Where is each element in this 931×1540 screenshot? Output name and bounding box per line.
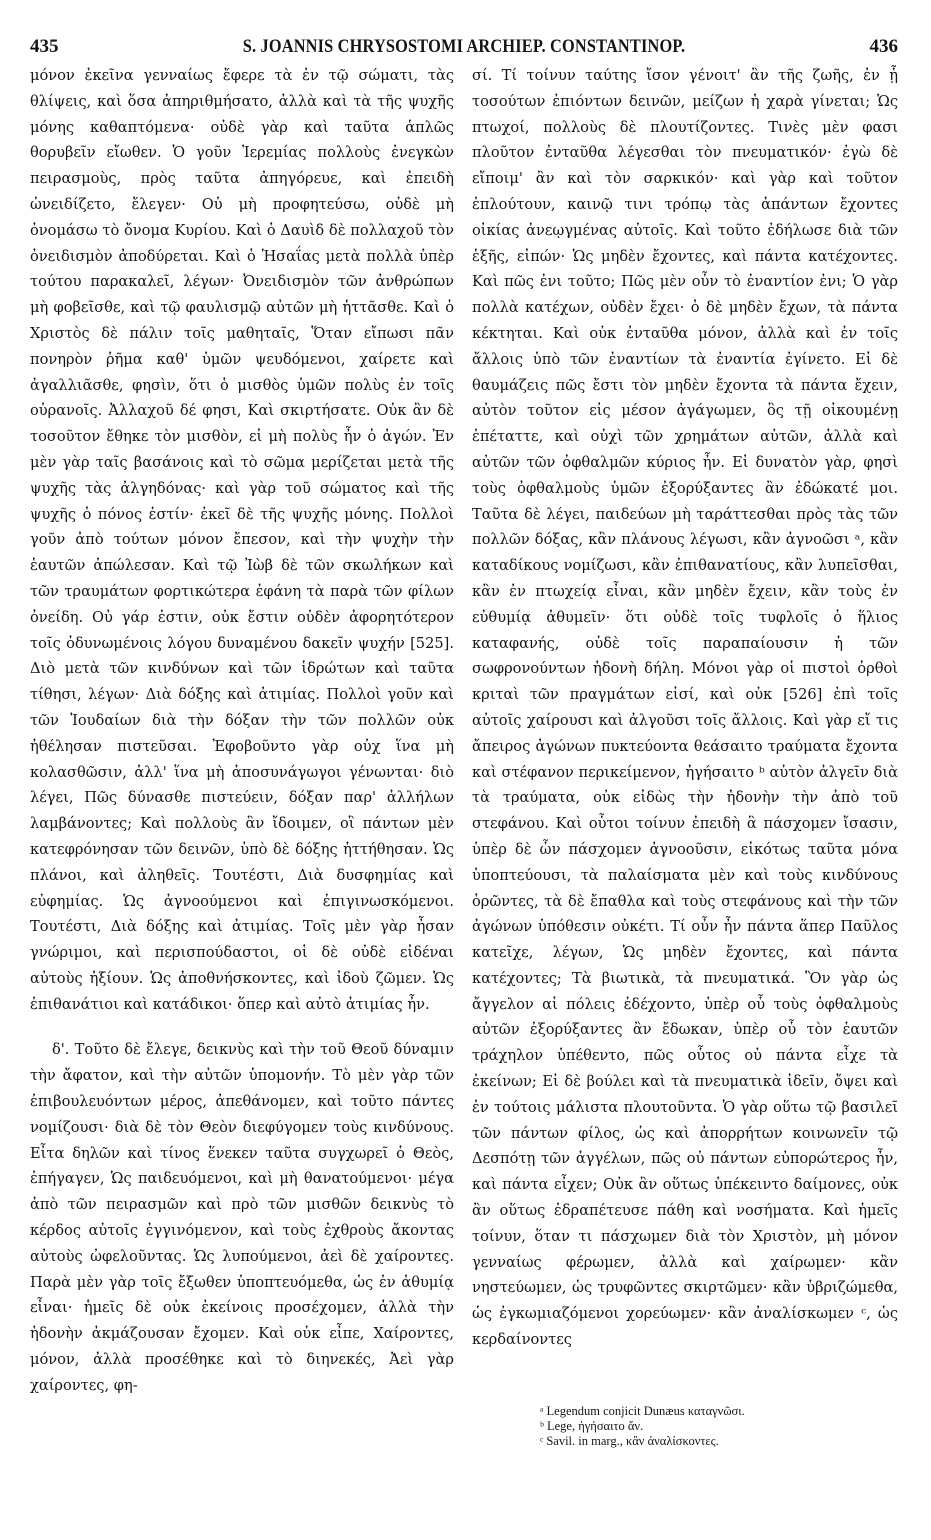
footnote-b: ᵇ Lege, ἡγήσαιτο ἄν. [540, 1419, 644, 1433]
footnote-a: ᵃ Legendum conjicit Dunæus καταγνῶσι. [540, 1404, 745, 1418]
running-header [30, 36, 898, 66]
left-paragraph-1: μόνον ἐκεῖνα γενναίως ἔφερε τὰ ἐν τῷ σώματι, τὰς θλίψεις, καὶ ὅσα ἀπηριθμήσατο, ἀλλὰ καὶ τὰ τῆς ψυχῆς μόνης καθαπτόμενα· οὐδὲ γὰρ καὶ ταῦτα ἁπλῶς θορυβεῖν εἴωθεν. Ὁ γοῦν Ἱερεμίας πολλοὺς ἐνεγκὼν πειρασμοὺς, πρὸς ταῦτα ἀπηγόρευε, καὶ ἐπειδὴ ὠνειδίζετο, ἔλεγεν· Οὐ μὴ προφητεύσω, οὐδὲ μὴ ὀνομάσω τὸ ὄνομα Κυρίου. Καὶ ὁ Δαυὶδ δὲ πολλαχοῦ τὸν ὀνειδισμὸν ἀποδύρεται. Καὶ ὁ Ἡσαΐας μετὰ πολλὰ ὑπὲρ τούτου παρακαλεῖ, λέγων· Ὀνειδισμὸν τῶν ἀνθρώπων μὴ φοβεῖσθε, καὶ τῷ φαυλισμῷ αὐτῶν μὴ ἡττᾶσθε. Καὶ ὁ Χριστὸς δὲ πάλιν τοῖς μαθηταῖς, Ὅταν εἴπωσι πᾶν πονηρὸν ῥῆμα καθ' ὑμῶν ψευδόμενοι, χαίρετε καὶ ἀγαλλιᾶσθε, φησὶν, ὅτι ὁ μισθὸς ὑμῶν πολὺς ἐν τοῖς οὐρανοῖς. Ἀλλαχοῦ δέ φησι, Καὶ σκιρτήσατε. Οὐκ ἂν δὲ τοσοῦτον ἔθηκε τὸν μισθὸν, εἰ μὴ πολὺς ἦν ὁ ἀγών. Ἐν μὲν γὰρ ταῖς βασάνοις καὶ τὸ σῶμα μερίζεται μετὰ τῆς ψυχῆς τὰς ἀλγηδόνας· καὶ γὰρ τοῦ σώματος καὶ τῆς ψυχῆς ὁ πόνος ἐστίν· ἐκεῖ δὲ τῆς ψυχῆς μόνης. Πολλοὶ γοῦν ἀπὸ τούτων μόνον ἔπεσον, καὶ τὴν ψυχὴν τὴν ἑαυτῶν ἀπώλεσαν. Καὶ τῷ Ἰὼβ δὲ τῶν σκωλήκων καὶ τῶν τραυμάτων φορτικώτερα ἐφάνη τὰ παρὰ τῶν φίλων ὀνείδη. Οὐ γάρ ἐστιν, οὐκ ἔστιν οὐδὲν ἀφορητότερον τοῖς ὀδυνωμένοις λόγου δυναμένου δακεῖν ψυχήν [525]. Διὸ μετὰ τῶν κινδύνων καὶ τῶν ἱδρώτων καὶ ταῦτα τίθησι, λέγων· Διὰ δόξης καὶ ἀτιμίας. Πολλοὶ γοῦν καὶ τῶν Ἰουδαίων διὰ τὴν δόξαν τὴν τῶν πολλῶν οὐκ ἠθέλησαν πιστεῦσαι. Ἐφοβοῦντο γὰρ οὐχ ἵνα μὴ κολασθῶσιν, ἀλλ' ἵνα μὴ ἀποσυνάγωγοι γένωνται· διὸ λέγει, Πῶς δύνασθε πιστεύειν, δόξαν παρ' ἀλλήλων λαμβάνοντες; Καὶ πολλοὺς ἂν ἴδοιμεν, οἳ πάντων μὲν κατεφρόνησαν τῶν δεινῶν, ὑπὸ δὲ δόξης ἡττήθησαν. Ὡς πλάνοι, καὶ ἀληθεῖς. Τουτέστι, Διὰ δυσφημίας καὶ εὐφημίας. Ὡς ἀγνοούμενοι καὶ ἐπιγινωσκόμενοι. Τουτέστι, Διὰ δόξης καὶ ἀτιμίας. Τοῖς μὲν γὰρ ἦσαν γνώριμοι, καὶ περισπούδαστοι, οἱ δὲ οὐδὲ εἰδέναι αὐτοὺς ἠξίουν. Ὡς ἀποθνήσκοντες, καὶ ἰδοὺ ζῶμεν. Ὡς ἐπιθανάτιοι καὶ κατάδικοι· ὅπερ καὶ αὐτὸ ἀτιμίας ἦν. [30, 67, 454, 1013]
running-title: S. JOANNIS CHRYSOSTOMI ARCHIEP. CONSTANTINOP. [242, 36, 686, 57]
footnote-c: ᶜ Savil. in marg., κἂν ἀναλίσκοντες. [540, 1434, 719, 1448]
right-paragraph-1: σί. Τί τοίνυν ταύτης ἴσον γένοιτ' ἂν τῆς ζωῆς, ἐν ᾗ τοσούτων ἐπιόντων δεινῶν, μείζων ἡ χαρὰ γίνεται; Ὡς πτωχοί, πολλοὺς δὲ πλουτίζοντες. Τινὲς μὲν φασι πλοῦτον ἐνταῦθα λέγεσθαι τὸν πνευματικόν· ἐγὼ δὲ εἴποιμ' ἂν καὶ τὸν σαρκικόν· καὶ γὰρ καὶ τοῦτον ἐπλούτουν, καινῷ τινι τρόπῳ τὰς ἁπάντων ἔχοντες οἰκίας ἀνεῳγμένας αὐτοῖς. Καὶ τοῦτο ἐδήλωσε διὰ τῶν ἑξῆς, εἰπών· Ὡς μηδὲν ἔχοντες, καὶ πάντα κατέχοντες. Καὶ πῶς ἐνι τοῦτο; Πῶς μὲν οὖν τὸ ἐναντίον ἐνι; Ὁ γὰρ πολλὰ κατέχων, οὐδὲν ἔχει· ὁ δὲ μηδὲν ἔχων, τὰ πάντα κέκτηται. Καὶ οὐκ ἐνταῦθα μόνον, ἀλλὰ καὶ ἐν τοῖς ἄλλοις ὑπὸ τῶν ἐναντίων τὰ ἐναντία ἐγίνετο. Εἰ δὲ θαυμάζεις πῶς ἔστι τὸν μηδὲν ἔχοντα τὰ πάντα ἔχειν, αὐτὸν τοῦτον εἰς μέσον ἀγάγωμεν, ὃς τῇ οἰκουμένῃ ἐπέταττε, καὶ οὐχὶ τῶν χρημάτων αὐτῶν, ἀλλὰ καὶ αὐτῶν τῶν ὀφθαλμῶν κύριος ἦν. Εἰ δυνατὸν γὰρ, φησὶ τοὺς ὀφθαλμοὺς ὑμῶν ἐξορύξαντες ἂν ἐδώκατέ μοι. Ταῦτα δὲ λέγει, παιδεύων μὴ ταράττεσθαι πρὸς τὰς τῶν πολλῶν δόξας, κἂν πλάνους λέγωσι, κἂν ἀγνοῶσι ᵃ, κἂν καταδίκους νομίζωσι, κἂν ἐπιθανατίους, κἂν λυπεῖσθαι, κἂν ἐν πτωχείᾳ εἶναι, κἂν μηδὲν ἔχειν, κἂν τοὺς ἐν εὐθυμίᾳ ἀθυμεῖν· ὅτι οὐδὲ τοῖς τυφλοῖς ὁ ἥλιος καταφανής, οὐδὲ τοῖς παραπαίουσιν ἡ τῶν σωφρονούντων ἡδονὴ δήλη. Μόνοι γὰρ οἱ πιστοὶ ὀρθοὶ κριταὶ τῶν πραγμάτων εἰσί, καὶ οὐκ [526] ἐπὶ τοῖς αὐτοῖς χαίρουσι καὶ ἀλγοῦσι τοῖς ἄλλοις. Καὶ γὰρ εἴ τις ἄπειρος ἀγώνων πυκτεύοντα θεάσαιτο τραύματα ἔχοντα καὶ στέφανον περικείμενον, ἡγήσαιτο ᵇ αὐτὸν ἀλγεῖν διὰ τὰ τραύματα, οὐκ εἰδὼς τὴν ἡδονὴν τὴν ἀπὸ τοῦ στεφάνου. Καὶ οὗτοι τοίνυν ἐπειδὴ ἃ πάσχομεν ἴσασιν, ὑπὲρ δὲ ὧν πάσχομεν ἀγνοοῦσιν, εἰκότως ταῦτα μόνα ὑποπτεύουσι, τὰ παλαίσματα μὲν καὶ τοὺς κινδύνους ὁρῶντες, τὰ δὲ ἔπαθλα καὶ τοὺς στεφάνους καὶ τὴν τῶν ἀγώνων ὑπόθεσιν οὐκέτι. Τί οὖν ἦν πάντα ἅπερ Παῦλος κατεῖχε, λέγων, Ὡς μηδὲν ἔχοντες, καὶ πάντα κατέχοντες; Τὰ βιωτικὰ, τὰ πνευματικά. Ὃν γὰρ ὡς ἄγγελον αἱ πόλεις ἐδέχοντο, ὑπὲρ οὗ τοὺς ὀφθαλμοὺς αὐτῶν ἐξορύξαντες ἂν ἔδωκαν, ὑπὲρ οὗ τὸν ἑαυτῶν τράχηλον ὑπέθεντο, πῶς οὗτος οὐ πάντα εἶχε τὰ ἐκείνων; Εἰ δὲ βούλει καὶ τὰ πνευματικὰ ἰδεῖν, ὄψει καὶ ἐν τούτοις μάλιστα πλουτοῦντα. Ὁ γὰρ οὕτω τῷ βασιλεῖ τῶν πάντων φίλος, ὡς καὶ ἀπορρήτων κοινωνεῖν τῷ Δεσπότῃ τῶν ἀγγέλων, πῶς οὐ πάντων εὐπορώτερος ἦν, καὶ πάντα εἶχεν; Οὐκ ἂν οὕτως ὑπέκειντο δαίμονες, οὐκ ἂν οὕτως ἐδραπέτευσε πάθη καὶ νοσήματα. Καὶ ἡμεῖς τοίνυν, ὅταν τι πάσχωμεν διὰ τὸν Χριστὸν, μὴ μόνον γενναίως φέρωμεν, ἀλλὰ καὶ χαίρωμεν· κἂν νηστεύωμεν, ὡς τρυφῶντες σκιρτῶμεν· κἂν ὑβριζώμεθα, ὡς ἐγκωμιαζόμενοι χορεύωμεν· κἂν ἀναλίσκωμεν ᶜ, ὡς κερδαίνοντες [472, 67, 898, 1349]
footnotes [540, 1404, 900, 1449]
right-column [472, 63, 898, 1353]
left-paragraph-2: δ'. Τοῦτο δὲ ἔλεγε, δεικνὺς καὶ τὴν τοῦ Θεοῦ δύναμιν τὴν ἄφατον, καὶ τὴν αὐτῶν ὑπομονήν. Τὸ μὲν γὰρ τῶν ἐπιβουλευόντων μέρος, ἀπεθάνομεν, καὶ τοῦτο πάντες νομίζουσι· διὰ δὲ τὸν Θεὸν διεφύγομεν τοὺς κινδύνους. Εἶτα δηλῶν καὶ τίνος ἕνεκεν ταῦτα συγχωρεῖ ὁ Θεὸς, ἐπήγαγεν, Ὡς παιδευόμενοι, καὶ μὴ θανατούμενοι· μέγα ἀπὸ τῶν πειρασμῶν καὶ πρὸ τῶν μισθῶν δεικνὺς τὸ κέρδος αὐτοῖς ἐγγινόμενον, καὶ τοὺς ἐχθροὺς ἄκοντας αὐτοὺς ὠφελοῦντας. Ὡς λυπούμενοι, ἀεὶ δὲ χαίροντες. Παρὰ μὲν γὰρ τοῖς ἔξωθεν ὑποπτευόμεθα, ὡς ἐν ἀθυμίᾳ εἶναι· ἡμεῖς δὲ οὐκ ἐκείνοις προσέχομεν, ἀλλὰ τὴν ἡδονὴν ἀκμάζουσαν ἔχομεν. Καὶ οὐκ εἶπε, Χαίροντες, μόνον, ἀλλὰ προσέθηκε καὶ τὸ διηνεκές, Ἀεὶ γὰρ χαίροντες, φη- [30, 1041, 454, 1394]
page-number-right: 436 [869, 36, 898, 57]
page-number-left: 435 [30, 36, 59, 57]
left-column [30, 63, 454, 1399]
